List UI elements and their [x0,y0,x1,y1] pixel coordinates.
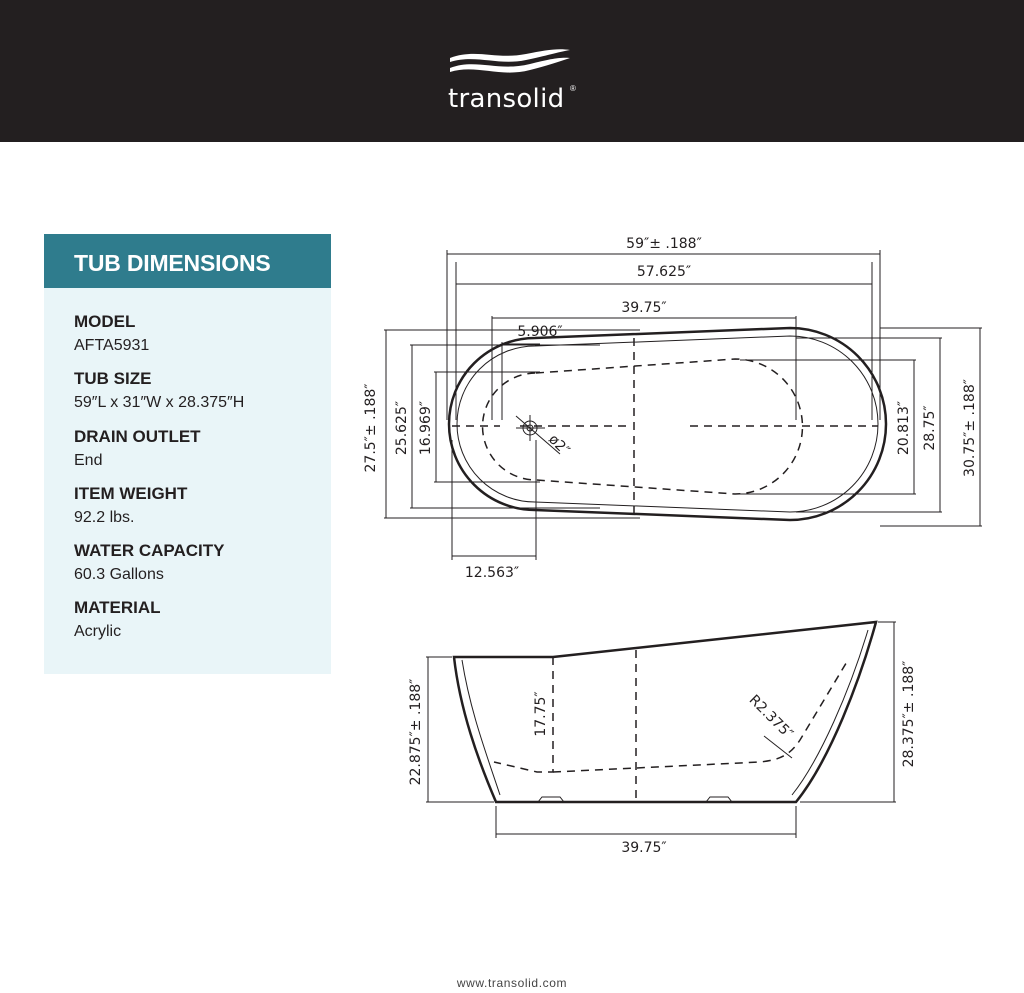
dim-high-end-height: 28.375″± .188″ [901,660,917,768]
side-view-outline [454,622,876,802]
footer-url: www.transolid.com [456,976,568,990]
panel-title: TUB DIMENSIONS [44,234,331,288]
spec-value: 60.3 Gallons [74,566,164,583]
dim-outer-width-right: 30.75″± .188″ [962,379,978,477]
spec-value: 92.2 lbs. [74,509,135,526]
side-view-dimensions [426,622,896,838]
dim-inner-width-left: 25.625″ [394,400,410,456]
dim-basin-width-left: 16.969″ [418,400,434,456]
registered-mark: ® [570,84,576,93]
dim-base-length: 39.75″ [621,840,667,856]
dim-inner-width-right: 28.75″ [922,405,938,451]
spec-label: MODEL [74,312,136,331]
spec-value: AFTA5931 [74,337,150,354]
top-view-outline [449,328,886,520]
top-horizontal-dimensions [447,250,880,560]
dim-drain-position: 12.563″ [464,565,520,581]
top-vertical-dimensions [384,328,982,526]
dim-drain-offset: 5.906″ [517,324,563,340]
dim-basin-length: 39.75″ [621,300,667,316]
dim-overall-length: 59″± .188″ [626,236,702,252]
spec-value: End [74,452,103,469]
dim-drain-diameter: ø2″ [545,431,573,459]
dim-basin-depth: 17.75″ [533,691,549,737]
dim-outer-width-left: 27.5″± .188″ [363,383,379,473]
spec-value: Acrylic [74,623,122,640]
brand-name: transolid [448,84,565,114]
dim-inner-length: 57.625″ [636,264,692,280]
dim-basin-width-right: 20.813″ [896,400,912,456]
spec-label: TUB SIZE [74,369,152,388]
spec-label: MATERIAL [74,598,161,617]
spec-label: WATER CAPACITY [74,541,225,560]
top-view-basin [452,338,878,520]
spec-value: 59″L x 31″W x 28.375″H [74,394,245,411]
dim-low-end-height: 22.875″± .188″ [408,678,424,786]
spec-label: DRAIN OUTLET [74,427,201,446]
dim-corner-radius: R2.375″ [745,692,796,743]
spec-label: ITEM WEIGHT [74,484,188,503]
